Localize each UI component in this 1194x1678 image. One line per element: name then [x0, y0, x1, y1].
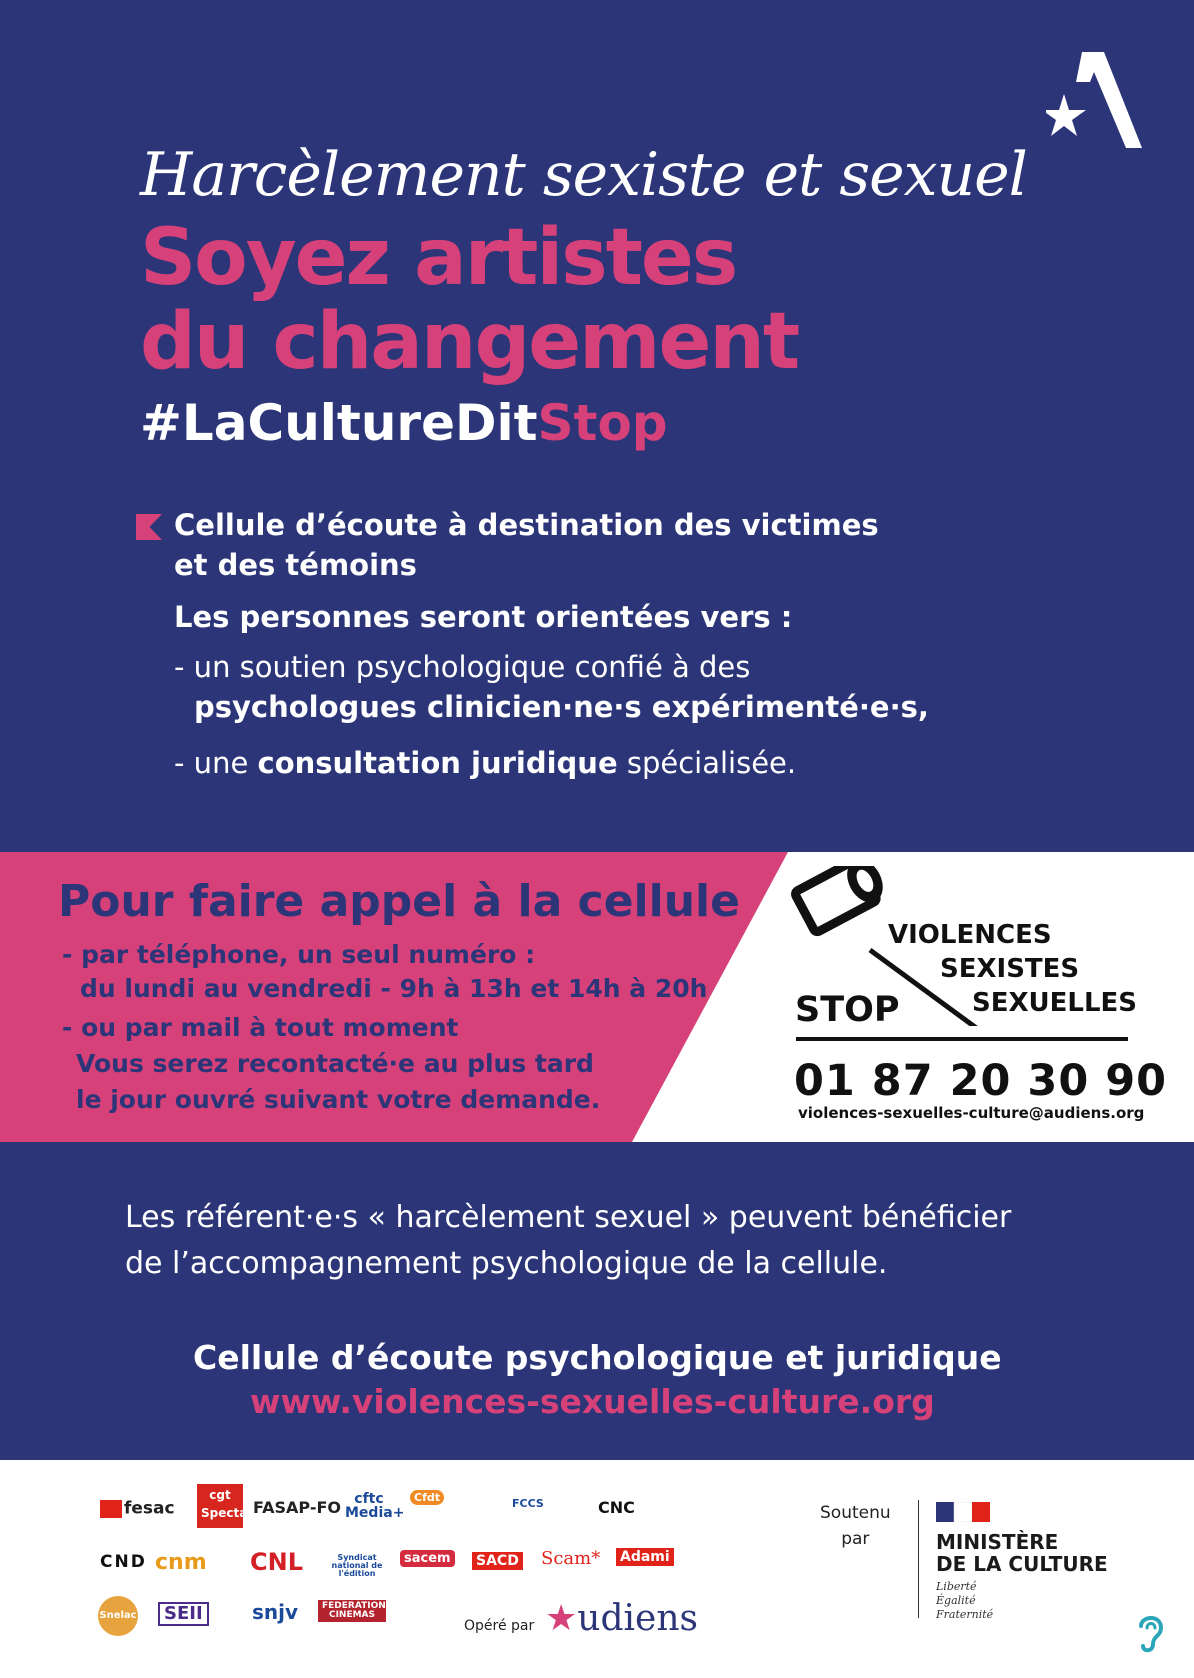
script-title: Harcèlement sexiste et sexuel: [140, 140, 1027, 210]
devise-fraternite: Fraternité: [936, 1608, 994, 1621]
logo-snelac: Snelac: [98, 1596, 138, 1636]
hashtag-white-part: #LaCultureDit: [140, 394, 538, 452]
audiens-text: udiens: [577, 1598, 698, 1639]
opere-par-label: Opéré par: [464, 1618, 535, 1634]
cellule-line-2: et des témoins: [174, 548, 417, 582]
soutenu-line-2: par: [841, 1529, 870, 1549]
sexuelles-label: SEXUELLES: [972, 988, 1138, 1018]
phone-number[interactable]: 01 87 20 30 90: [794, 1056, 1168, 1106]
hashtag-pink-part: Stop: [537, 394, 668, 452]
marianne-flag-icon: [936, 1502, 990, 1522]
contact-email[interactable]: violences-sexuelles-culture@audiens.org: [798, 1104, 1145, 1122]
appel-line-3: - ou par mail à tout moment: [62, 1013, 459, 1042]
cellule-line-1: Cellule d’écoute à destination des victimes: [174, 508, 879, 542]
cellule-item-2-bold: consultation juridique: [257, 746, 618, 780]
appel-line-5: le jour ouvré suivant votre demande.: [76, 1085, 601, 1114]
cellule-item-2-suffix: spécialisée.: [617, 746, 797, 780]
audiens-logo: [545, 1598, 698, 1639]
sponsor-divider: [918, 1500, 919, 1618]
devise-liberte: Liberté: [936, 1580, 977, 1593]
ear-accessibility-icon[interactable]: [1133, 1610, 1167, 1656]
logo-sne: Syndicat national de l'édition: [331, 1553, 383, 1578]
logo-cnd: CND: [100, 1552, 147, 1572]
logo-sacem: sacem: [400, 1550, 455, 1567]
referents-line-1: Les référent·e·s « harcèlement sexuel » peuvent bénéficier: [125, 1200, 1012, 1235]
cellule-item-1-bold: psychologues clinicien·ne·s expérimenté·e·s,: [194, 690, 929, 724]
appel-line-2: du lundi au vendredi - 9h à 13h et 14h à 20h: [80, 974, 708, 1003]
logo-adami: Adami: [616, 1548, 674, 1566]
logo-fesac: [100, 1500, 175, 1518]
cellule-intro: Les personnes seront orientées vers :: [174, 600, 793, 634]
logo-federation-cinemas: FEDERATION CINEMAS: [318, 1600, 386, 1622]
logo-cfdt: Cfdt: [410, 1490, 444, 1505]
logo-cnl: CNL: [250, 1548, 303, 1576]
cellule-item-2: [174, 746, 796, 780]
audiens-star-icon: ★: [545, 1598, 578, 1639]
logo-seii: SEII: [158, 1602, 209, 1626]
website-link[interactable]: www.violences-sexuelles-culture.org: [250, 1382, 935, 1421]
stop-word: STOP: [795, 990, 900, 1030]
devise-egalite: Égalité: [936, 1594, 976, 1607]
logo-cgt: cgt Spectacle: [197, 1484, 243, 1528]
stop-underline: [796, 1037, 1128, 1041]
bullet-chevron-icon: [136, 514, 162, 540]
pink-title-line-1: Soyez artistes: [140, 213, 737, 303]
logo-cftc: cftc Media+: [345, 1491, 405, 1521]
logo-fesac-text: fesac: [124, 1498, 175, 1519]
pink-title-line-2: du changement: [140, 297, 799, 387]
logo-snjv: snjv: [252, 1600, 299, 1624]
ministere-line-1: MINISTÈRE: [936, 1530, 1059, 1554]
appel-line-1: - par téléphone, un seul numéro :: [62, 940, 536, 969]
appel-title: Pour faire appel à la cellule: [58, 876, 740, 927]
logo-fccs: FCCS: [512, 1497, 544, 1510]
appel-line-4: Vous serez recontacté·e au plus tard: [76, 1049, 594, 1078]
cellule-item-1: - un soutien psychologique confié à des: [174, 650, 751, 684]
logo-fasap-fo: FASAP-FO: [253, 1498, 341, 1517]
soutenu-par: [820, 1500, 891, 1552]
violences-label: VIOLENCES: [888, 920, 1052, 950]
referents-line-2: de l’accompagnement psychologique de la cellule.: [125, 1246, 888, 1281]
ministere-line-2: DE LA CULTURE: [936, 1552, 1108, 1576]
ministry-a-star-logo-icon: [1046, 52, 1142, 148]
cellule-item-2-prefix: - une: [174, 746, 258, 780]
logo-scam: Scam*: [541, 1548, 601, 1569]
hashtag: [140, 394, 668, 452]
sexistes-label: SEXISTES: [940, 954, 1080, 984]
soutenu-line-1: Soutenu: [820, 1503, 891, 1523]
cta-title: Cellule d’écoute psychologique et juridique: [193, 1338, 1002, 1377]
logo-cnm: cnm: [155, 1550, 207, 1575]
logo-sacd: SACD: [472, 1552, 523, 1570]
logo-cnc: CNC: [598, 1498, 635, 1517]
